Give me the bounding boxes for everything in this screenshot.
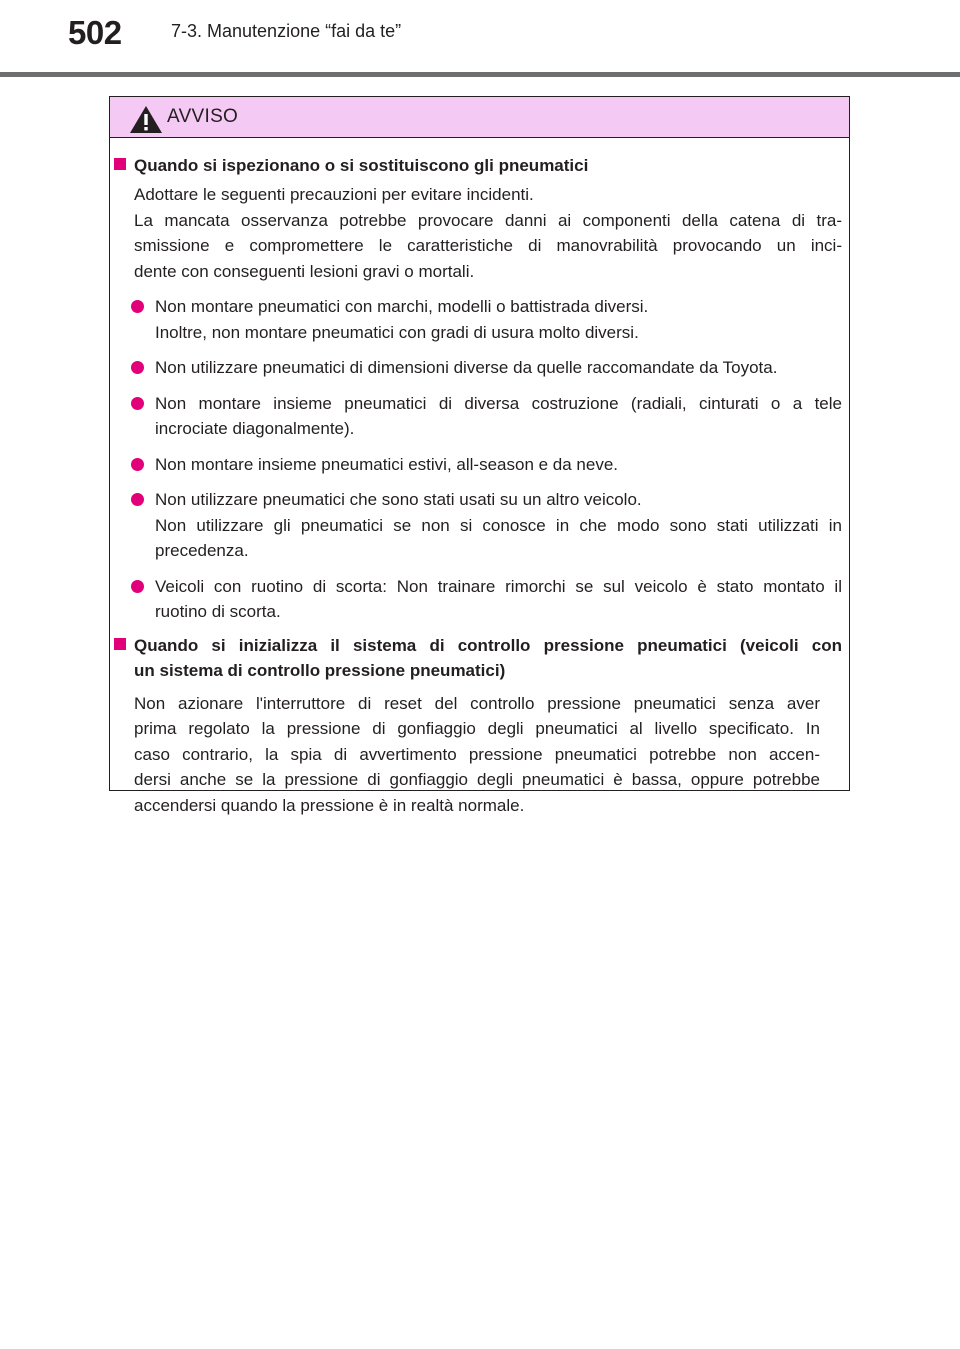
list-item: Non utilizzare pneumatici che sono stati usati su un altro veicolo. Non utilizzare gli pneumatici se non si conosce in che modo sono stati utilizzati in precedenza. bbox=[155, 487, 842, 564]
page-number: 502 bbox=[68, 14, 122, 51]
round-bullet-icon bbox=[131, 397, 144, 410]
tpms-paragraph: Non azionare l'interruttore di reset del controllo pressione pneumatici senza aver prima regolato la pressione di gonfiaggio degli pneumatici al livello specificato. In caso contrario, la spia di avvertimento pressione pneumatici potrebbe non accen- dersi anche se la pressione di gonfiaggio degli pneumatici è bassa, oppure potrebbe accendersi quando la pressione è in realtà normale. bbox=[134, 693, 820, 815]
list-item: Non montare pneumatici con marchi, modelli o battistrada diversi. Inoltre, non montare pneumatici con gradi di usura molto diversi. bbox=[155, 294, 842, 345]
intro-paragraph: Adottare le seguenti precauzioni per evitare incidenti. La mancata osservanza potrebbe provocare danni ai componenti della catena di tra- smissione e compromettere le caratteristiche di manovrabilità provocando un inci- dente con conseguenti lesioni gravi o mortali. bbox=[134, 185, 842, 281]
section-heading-tpms-init: Quando si inizializza il sistema di controllo pressione pneumatici (veicoli con un sistema di controllo pressione pneumatici) bbox=[134, 633, 842, 683]
list-item: Non montare insieme pneumatici estivi, all-season e da neve. bbox=[155, 452, 842, 478]
round-bullet-icon bbox=[131, 493, 144, 506]
list-item: Veicoli con ruotino di scorta: Non trainare rimorchi se sul veicolo è stato montato il ruotino di scorta. bbox=[155, 574, 842, 625]
round-bullet-icon bbox=[131, 580, 144, 593]
warning-header bbox=[110, 97, 849, 138]
warning-body bbox=[110, 153, 851, 818]
round-bullet-icon bbox=[131, 458, 144, 471]
list-item: Non montare insieme pneumatici di diversa costruzione (radiali, cinturati o a tele incrociate diagonalmente). bbox=[155, 391, 842, 442]
round-bullet-icon bbox=[131, 300, 144, 313]
section-heading-tire-inspection: Quando si ispezionano o si sostituiscono gli pneumatici bbox=[134, 153, 842, 178]
square-bullet-icon bbox=[114, 158, 126, 170]
warning-box bbox=[109, 96, 850, 815]
warning-triangle-icon bbox=[129, 105, 163, 134]
list-item: Non utilizzare pneumatici di dimensioni diverse da quelle raccomandate da Toyota. bbox=[155, 355, 842, 381]
section-title: 7-3. Manutenzione “fai da te” bbox=[171, 21, 402, 41]
round-bullet-icon bbox=[131, 361, 144, 374]
header-divider bbox=[0, 72, 960, 77]
warning-title: AVVISO bbox=[167, 106, 239, 127]
square-bullet-icon bbox=[114, 638, 126, 650]
page-header bbox=[0, 0, 960, 78]
